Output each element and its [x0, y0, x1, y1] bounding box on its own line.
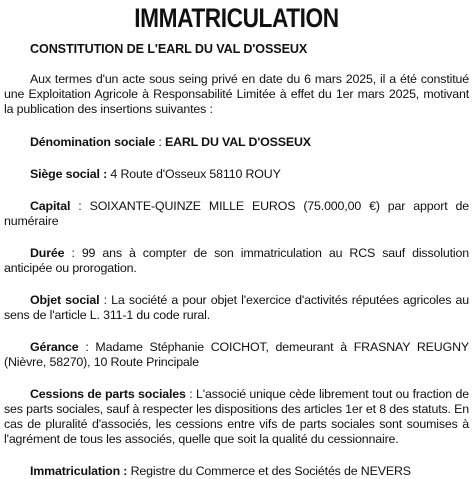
field-value: Madame Stéphanie COICHOT, demeurant à FRASNAY REUGNY (Nièvre, 58270), 10 Route Principale	[4, 340, 469, 369]
field-value: La société a pour objet l'exercice d'activités réputées agricoles au sens de l'article L. 311-1 du code rural.	[4, 293, 469, 322]
field-capital	[4, 199, 469, 229]
field-label: Cessions de parts sociales	[30, 387, 186, 401]
field-value: EARL DU VAL D'OSSEUX	[164, 135, 311, 149]
field-value: Registre du Commerce et des Sociétés de NEVERS	[130, 464, 411, 478]
field-separator: :	[70, 199, 90, 213]
field-label: Siège social :	[30, 167, 108, 181]
notice-title: IMMATRICULATION	[134, 3, 339, 33]
notice-subtitle: CONSTITUTION DE L'EARL DU VAL D'OSSEUX	[30, 42, 308, 56]
field-label: Capital	[30, 199, 71, 213]
intro-paragraph: Aux termes d'un acte sous seing privé en date du 6 mars 2025, il a été constitué une Exploitation Agricole à Responsabilité Limitée à effet du 1er mars 2025, motivant la publication des insertions suivantes :	[4, 72, 469, 116]
field-separator: :	[155, 135, 165, 149]
field-value: L'associé unique cède librement tout ou fraction de ses parts sociales, sauf à respecter les dispositions des articles 1er et 8 des statuts. En cas de pluralité d'associés, les cessions entre vifs de parts sociales sont soumises à l'agrément de tous les associés, quelle que soit la qualité du cessionnaire.	[4, 387, 469, 446]
field-separator: :	[99, 293, 112, 307]
field-label: Gérance	[30, 340, 79, 354]
field-separator: :	[78, 340, 96, 354]
field-value: 4 Route d'Osseux 58110 ROUY	[110, 167, 281, 181]
field-gerance	[4, 340, 469, 370]
field-separator: :	[185, 387, 197, 401]
field-value: 99 ans à compter de son immatriculation au RCS sauf dissolution anticipée ou prorogation.	[4, 246, 469, 275]
field-siege	[4, 167, 469, 182]
field-label: Immatriculation :	[30, 464, 128, 478]
field-label: Durée	[30, 246, 65, 260]
field-label: Dénomination sociale	[30, 135, 156, 149]
field-cessions	[4, 387, 469, 447]
field-value: SOIXANTE-QUINZE MILLE EUROS (75.000,00 €) par apport de numéraire	[4, 199, 469, 228]
field-separator: :	[64, 246, 82, 260]
field-label: Objet social	[30, 293, 100, 307]
field-duree	[4, 246, 469, 276]
field-denomination	[4, 135, 469, 150]
field-immatriculation	[4, 464, 469, 479]
field-objet-social	[4, 293, 469, 323]
